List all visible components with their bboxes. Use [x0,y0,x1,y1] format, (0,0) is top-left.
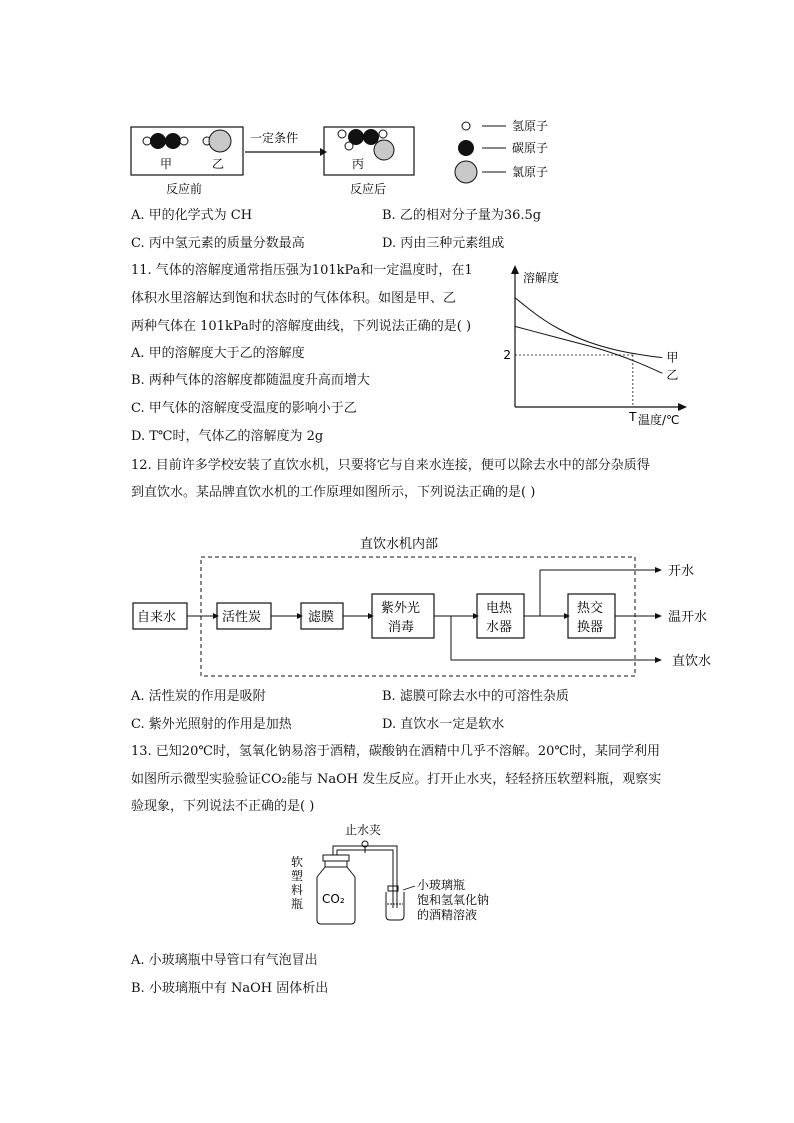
q12-stem-line2: 到直饮水。某品牌直饮水机的工作原理如图所示，下列说法正确的是( ) [131,485,536,500]
label-clamp: 止水夹 [345,823,382,837]
clamp-icon [362,841,368,853]
legend-chlorine-icon [455,161,477,183]
y-tick-label-2: 2 [503,348,511,362]
label-warm-water: 温开水 [668,610,708,625]
solubility-chart [490,262,700,432]
label-tap-water: 自来水 [137,610,177,625]
series-curve-yi [515,326,662,373]
q12-stem-line1: 12. 目前许多学校安装了直饮水机，只要将它与自来水连接，便可以除去水中的部分杂质得 [131,458,650,473]
label-uv-1: 紫外光 [381,601,421,616]
carbon-atom-icon [150,133,166,149]
q12-option-a[interactable]: A. 活性炭的作用是吸附 [131,689,266,704]
hydrogen-atom-icon [180,137,188,145]
label-exchanger-2: 换器 [577,620,604,635]
label-vial: 小玻璃瓶 [417,878,466,892]
label-jia: 甲 [160,157,173,171]
q10-option-c[interactable]: C. 丙中氢元素的质量分数最高 [131,236,305,251]
q11-option-c[interactable]: C. 甲气体的溶解度受温度的影响小于乙 [131,401,357,416]
carbon-atom-icon [165,133,181,149]
label-solution-2: 的酒精溶液 [417,908,478,922]
x-tick-label-T: T [629,410,637,424]
x-axis-label: 温度/℃ [638,413,680,427]
soft-plastic-bottle [317,855,355,924]
q11-option-d[interactable]: D. T℃时，气体乙的溶解度为 2g [131,429,324,444]
q13-stem-line3: 验现象，下列说法不正确的是( ) [131,799,315,814]
q11-option-a[interactable]: A. 甲的溶解度大于乙的溶解度 [131,346,305,361]
apparatus-diagram [285,820,525,930]
hydrogen-atom-icon [338,130,346,138]
label-heater-2: 水器 [486,620,513,635]
q10-option-d[interactable]: D. 丙由三种元素组成 [382,236,505,251]
label-yi: 乙 [212,157,225,171]
small-glass-vial [386,886,404,920]
q13-option-b[interactable]: B. 小玻璃瓶中有 NaOH 固体析出 [131,981,329,996]
label-direct-water: 直饮水 [672,654,712,669]
series-label-jia: 甲 [666,350,679,365]
q12-option-d[interactable]: D. 直饮水一定是软水 [382,717,505,732]
label-co2: CO₂ [322,892,345,906]
before-caption: 反应前 [166,182,203,196]
q11-stem-line1: 11. 气体的溶解度通常指压强为101kPa和一定温度时，在1 [131,263,473,278]
hydrogen-atom-icon [143,137,151,145]
label-boiling-water: 开水 [668,564,695,579]
q13-stem-line1: 13. 已知20℃时，氢氧化钠易溶于酒精，碳酸钠在酒精中几乎不溶解。20℃时，某同学利用 [131,744,660,759]
label-activated-carbon: 活性炭 [222,610,262,625]
chlorine-atom-icon [209,130,231,152]
x-axis-arrow-icon [678,403,687,411]
after-caption: 反应后 [350,182,387,196]
label-solution-1: 饱和氢氧化钠 [417,893,490,907]
series-curve-jia [515,298,662,358]
chlorine-atom-icon [374,140,394,160]
y-axis-arrow-icon [511,265,519,274]
series-label-yi: 乙 [666,368,679,383]
legend-hydrogen: 氢原子 [512,119,549,133]
q12-option-c[interactable]: C. 紫外光照射的作用是加热 [131,717,292,732]
svg-text:软: 软 [291,855,304,869]
label-heater-1: 电热 [486,601,513,616]
legend-carbon-icon [458,140,474,156]
label-membrane: 滤膜 [308,610,335,625]
label-uv-2: 消毒 [388,620,415,635]
reaction-condition: 一定条件 [250,131,299,145]
machine-boundary [201,557,635,676]
svg-text:瓶: 瓶 [291,897,304,911]
reaction-figure [120,115,600,205]
water-machine-diagram [125,530,725,680]
q10-option-a[interactable]: A. 甲的化学式为 CH [131,208,253,223]
y-axis-label: 溶解度 [523,271,560,285]
bottle-vertical-label [291,855,303,911]
hydrogen-atom-icon [379,130,387,138]
q11-option-b[interactable]: B. 两种气体的溶解度都随温度升高而增大 [131,373,370,388]
q13-stem-line2: 如图所示微型实验验证CO₂能与 NaOH 发生反应。打开止水夹，轻轻挤压软塑料瓶，观察实 [131,772,662,787]
diagram-title: 直饮水机内部 [360,537,439,552]
q10-option-b[interactable]: B. 乙的相对分子量为36.5g [382,208,542,223]
q12-option-b[interactable]: B. 滤膜可除去水中的可溶性杂质 [382,689,569,704]
svg-text:塑: 塑 [291,869,304,883]
label-exchanger-1: 热交 [577,601,604,616]
q11-stem-line3: 两种气体在 101kPa时的溶解度曲线，下列说法正确的是( ) [131,319,472,334]
legend-carbon: 碳原子 [512,141,549,155]
svg-text:料: 料 [291,883,304,897]
legend-hydrogen-icon [462,122,470,130]
label-bing: 丙 [352,157,365,171]
q11-stem-line2: 体积水里溶解达到饱和状态时的气体体积。如图是甲、乙 [131,291,457,306]
legend-chlorine: 氯原子 [512,165,549,179]
q13-option-a[interactable]: A. 小玻璃瓶中导管口有气泡冒出 [131,953,318,968]
hydrogen-atom-icon [345,142,353,150]
